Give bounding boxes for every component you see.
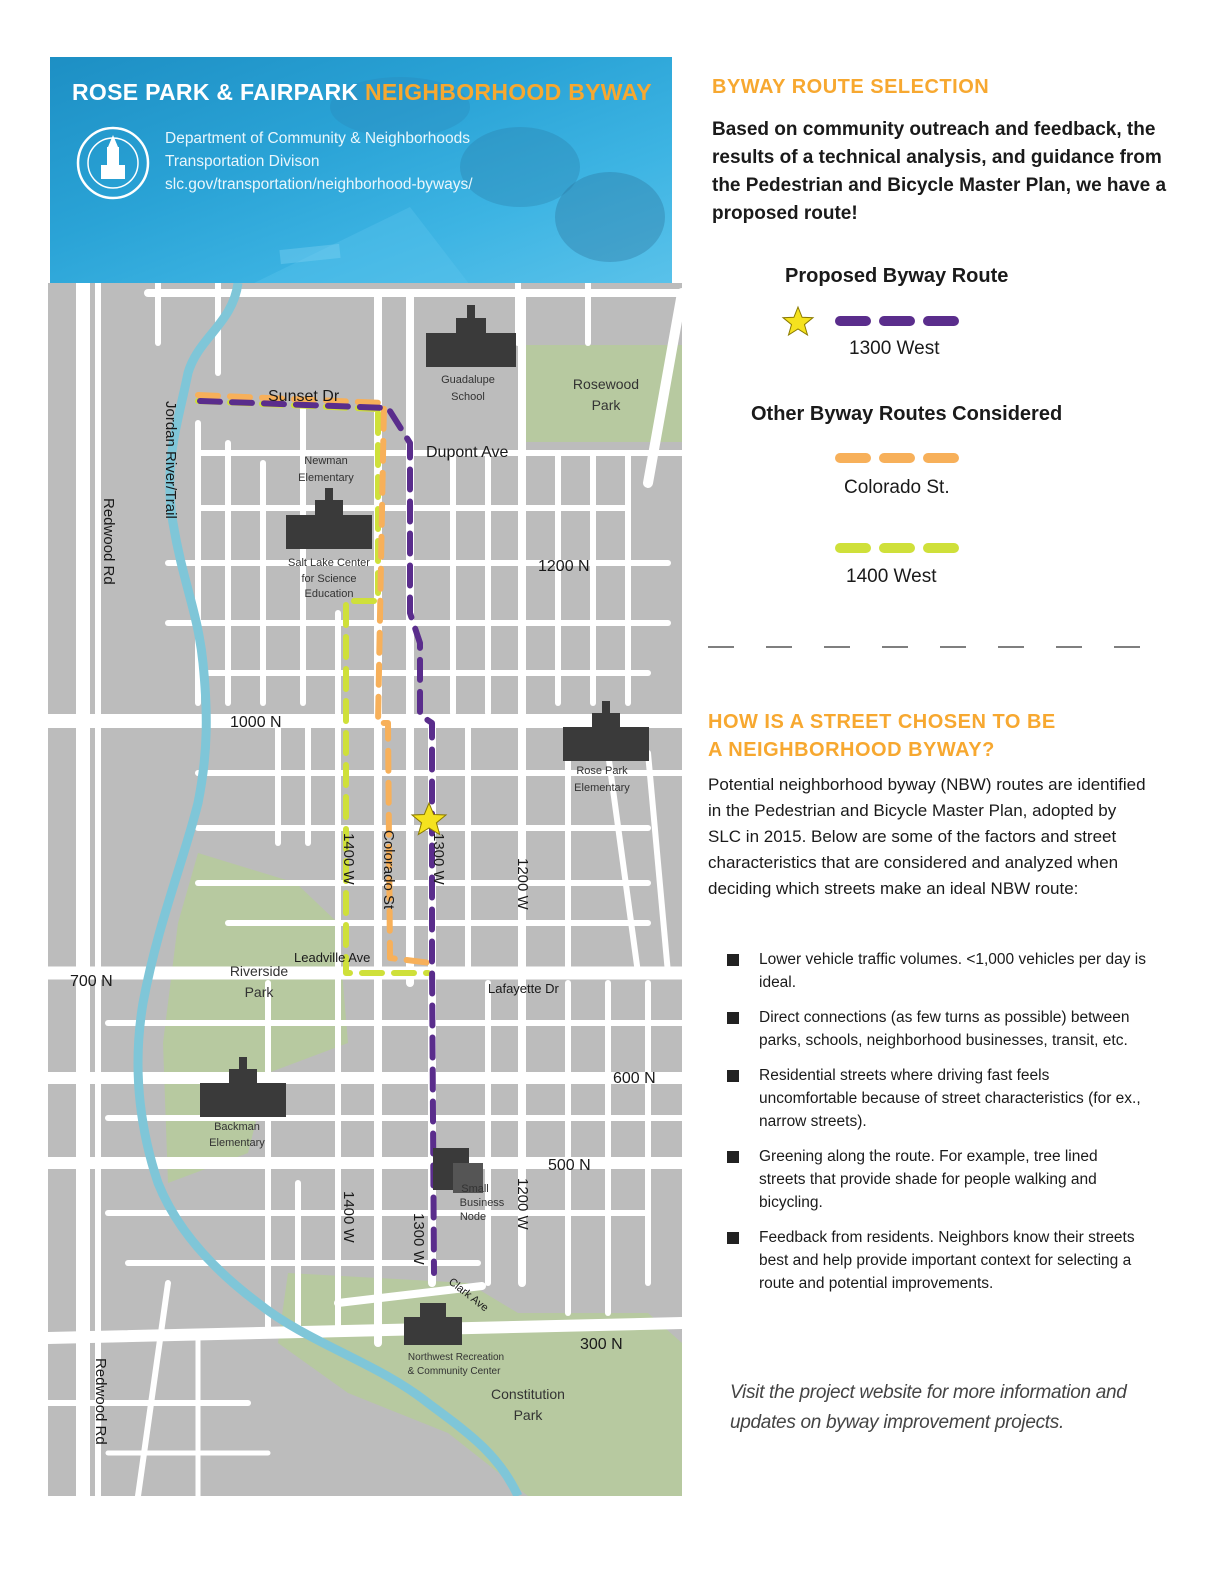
label-newman-2: Elementary: [298, 472, 354, 484]
label-slcse-1: Salt Lake Center: [288, 557, 370, 569]
label-slcse-2: for Science: [301, 573, 357, 585]
label-newman-1: Newman: [304, 455, 348, 467]
legend-star-icon: [783, 307, 813, 335]
list-item: [727, 1006, 1147, 1052]
label-1000-n: 1000 N: [230, 714, 282, 731]
label-sbn-2: Business: [459, 1197, 505, 1209]
label-1200-w-lower: 1200 W: [514, 1178, 531, 1230]
how-heading: [708, 708, 1056, 764]
bullet-square-icon: [727, 954, 739, 966]
dept-line-2: Transportation Divison: [165, 153, 320, 170]
list-item: [727, 1145, 1147, 1214]
title-neighborhood-byway: NEIGHBORHOOD BYWAY: [364, 79, 652, 105]
label-clark-ave: Clark Ave: [446, 1275, 491, 1315]
factors-list: [727, 948, 1147, 1307]
label-nwrc-2: & Community Center: [407, 1366, 501, 1377]
label-guadalupe-1: Guadalupe: [441, 374, 495, 386]
label-dupont-ave: Dupont Ave: [426, 444, 509, 461]
label-500-n: 500 N: [548, 1157, 591, 1174]
route-selection-intro: Based on community outreach and feedback, the results of a technical analysis, and guidance from the Pedestrian and Bicycle Master Plan, we have a proposed route!: [712, 119, 1167, 224]
legend-colorado-label: Colorado St.: [844, 477, 950, 498]
label-redwood-rd-bottom: Redwood Rd: [92, 1358, 109, 1445]
list-item: [727, 1064, 1147, 1133]
label-1200-n: 1200 N: [538, 558, 590, 575]
label-sbn-1: Small: [461, 1183, 489, 1195]
label-colorado-st: Colorado St: [380, 830, 397, 910]
how-heading-line-2: A NEIGHBORHOOD BYWAY?: [708, 739, 995, 761]
label-riverside-1: Riverside: [229, 963, 289, 979]
header-banner: [50, 57, 672, 285]
legend-proposed-label: 1300 West: [849, 338, 940, 359]
legend-other-heading: Other Byway Routes Considered: [751, 403, 1063, 425]
section-divider: [708, 643, 1148, 651]
route-map: [48, 283, 682, 1496]
bullet-text: Residential streets where driving fast feels uncomfortable because of street characteristics (for ex., narrow streets).: [759, 1067, 1141, 1130]
label-jordan-river-trail: Jordan River/Trail: [162, 401, 179, 519]
bullet-text: Greening along the route. For example, tree lined streets that provide shade for people walking and bicycling.: [759, 1148, 1098, 1211]
bullet-text: Lower vehicle traffic volumes. <1,000 vehicles per day is ideal.: [759, 951, 1146, 991]
label-rosewood-1: Rosewood: [572, 376, 640, 392]
label-redwood-rd-top: Redwood Rd: [100, 498, 117, 585]
legend-proposed-swatch: [780, 305, 970, 339]
label-backman-1: Backman: [214, 1121, 260, 1133]
label-1300-w-lower: 1300 W: [410, 1213, 427, 1265]
label-nwrc-1: Northwest Recreation: [407, 1352, 505, 1363]
label-700-n: 700 N: [70, 973, 113, 990]
how-body: Potential neighborhood byway (NBW) routes are identified in the Pedestrian and Bicycle Master Plan, adopted by SLC in 2015. Below are some of the factors and street characteristics that are considered and analyzed when deciding which streets make an ideal NBW route:: [708, 775, 1146, 898]
label-rosepark-1: Rose Park: [576, 765, 628, 777]
bullet-text: Direct connections (as few turns as possible) between parks, schools, neighborhood businesses, transit, etc.: [759, 1009, 1130, 1049]
label-guadalupe-2: School: [451, 391, 485, 403]
title-rose-fairpark: ROSE PARK & FAIRPARK: [72, 79, 365, 105]
bullet-square-icon: [727, 1012, 739, 1024]
label-rosepark-2: Elementary: [574, 782, 630, 794]
bullet-square-icon: [727, 1232, 739, 1244]
list-item: [727, 948, 1147, 994]
label-600-n: 600 N: [613, 1070, 656, 1087]
label-300-n: 300 N: [580, 1336, 623, 1353]
bullet-square-icon: [727, 1151, 739, 1163]
label-constitution-1: Constitution: [491, 1386, 565, 1402]
label-1400-w-lower: 1400 W: [340, 1191, 357, 1243]
bullet-text: Feedback from residents. Neighbors know their streets best and help provide important context for selecting a route and potential improvements.: [759, 1229, 1135, 1292]
label-sunset-dr: Sunset Dr: [268, 388, 340, 405]
city-seal-icon: [75, 125, 151, 201]
bullet-square-icon: [727, 1070, 739, 1082]
list-item: [727, 1226, 1147, 1295]
label-lafayette-dr: Lafayette Dr: [488, 981, 559, 996]
legend-colorado-swatch: [834, 448, 974, 468]
label-riverside-2: Park: [244, 984, 274, 1000]
label-sbn-3: Node: [459, 1211, 487, 1223]
label-constitution-2: Park: [513, 1407, 543, 1423]
label-backman-2: Elementary: [209, 1137, 265, 1149]
project-url: slc.gov/transportation/neighborhood-byways/: [165, 176, 473, 193]
how-heading-line-1: HOW IS A STREET CHOSEN TO BE: [708, 711, 1056, 733]
label-1300-w-upper: 1300 W: [430, 833, 447, 885]
dept-line-1: Department of Community & Neighborhoods: [165, 130, 470, 147]
label-leadville-ave: Leadville Ave: [294, 950, 371, 965]
label-rosewood-2: Park: [591, 397, 621, 413]
header-title: [72, 79, 652, 106]
label-1400-w-upper: 1400 W: [340, 833, 357, 885]
legend-proposed-heading: Proposed Byway Route: [785, 265, 1009, 287]
closing-note: Visit the project website for more information and updates on byway improvement projects.: [730, 1382, 1127, 1433]
legend-1400-label: 1400 West: [846, 566, 937, 587]
legend-1400-swatch: [834, 538, 974, 558]
label-1200-w-upper: 1200 W: [514, 858, 531, 910]
route-selection-heading: BYWAY ROUTE SELECTION: [712, 76, 990, 98]
label-slcse-3: Education: [304, 588, 354, 600]
department-info: [165, 127, 473, 196]
